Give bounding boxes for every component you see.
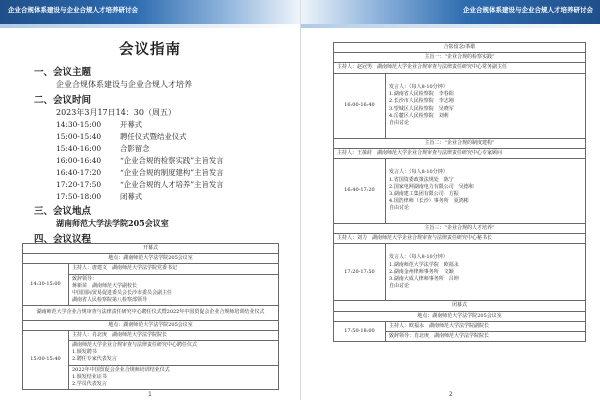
table-row	[23, 244, 279, 254]
opening-speech-title: 致辞领导：	[72, 275, 98, 282]
schedule-time: 16:40-17:20	[56, 168, 102, 177]
speaker: 1.省国资委政策法规处 陈宁	[389, 176, 454, 183]
table-row	[334, 301, 586, 311]
speaker: 4.岳麓区人民检察院 刘莉	[389, 112, 449, 119]
schedule-item: “企业合规的人才培养”主旨发言	[120, 180, 224, 189]
ceremony-item: 2.聘任专家代表发言	[72, 356, 117, 363]
agenda-table-right	[333, 42, 586, 342]
table-row	[334, 159, 586, 224]
schedule-item: 开幕式	[120, 120, 143, 129]
table-row	[334, 63, 586, 73]
opening-host: 主持人：唐建文 湖南师范大学法学院党委书记	[69, 264, 279, 274]
discussion: 自由讨论	[389, 120, 410, 127]
schedule-row	[56, 119, 142, 130]
closing-speech: 致辞领导：肖北庚 湖南师范大学法学院院长	[386, 332, 586, 342]
page-number-right: 2	[449, 391, 453, 398]
ceremony-item: 1.颁发结业证书	[72, 373, 107, 380]
section-time-heading: 二、会议时间	[34, 95, 92, 106]
closing-time: 17:50-18:00	[334, 321, 386, 341]
closing-host: 主持人：欧福永 湖南师范大学法学院副院长	[386, 321, 586, 331]
schedule-row	[56, 155, 224, 166]
speaker: 2.长沙市人民检察院 李志刚	[389, 98, 454, 105]
table-row	[334, 224, 586, 234]
speaker: 4.国浩律师（长沙）事务所 夏鸿彬	[389, 198, 469, 205]
opening-speaker: 蒋新苗 湖南师范大学副校长	[72, 282, 138, 289]
ceremony-item: 1.颁发聘书	[72, 349, 97, 356]
speaker: 2.湖南金州律师事务所 文颖	[389, 268, 454, 275]
schedule-row	[56, 131, 187, 142]
photo-break: 合影留念/茶歇	[334, 43, 586, 53]
ceremony-venue: 地点：湖南师范大学法学院205会议室	[23, 320, 279, 330]
schedule-time: 15:40-16:00	[56, 144, 102, 153]
speaker-title: 发言人：（每人8-10分钟）	[389, 169, 448, 176]
meeting-datetime: 2023年3月17日14：30（周五）	[56, 108, 176, 117]
speaker: 3.湖南建工集团有限公司 方振	[389, 191, 459, 198]
opening-time: 14:30-15:00	[23, 264, 69, 306]
speaker: 1.湖南省人民检察院 李春阳	[389, 91, 454, 98]
panel1-host: 主持人：赵冠男 湖南师范大学企业合规审查与法律责任研究中心常务副主任	[334, 63, 586, 73]
schedule-time: 14:30-15:00	[56, 120, 102, 129]
ceremony-items-cell	[69, 341, 279, 390]
panel3-host: 主持人：刘力 湖南师范大学企业合规审查与法律责任研究中心秘书长	[334, 234, 586, 244]
speaker: 3.望城区人民检察院 吴晓军	[389, 105, 454, 112]
banner-stripe	[301, 24, 600, 28]
right-page	[300, 0, 600, 400]
ceremony-host: 主持人：肖北庚 湖南师范大学法学院院长	[69, 330, 279, 340]
table-row	[334, 138, 586, 148]
closing-venue: 地点：湖南师范大学法学院205会议室	[334, 311, 586, 321]
speaker: 2.国家电网湖南电力有限公司 吴德和	[389, 183, 474, 190]
opening-speech-cell	[69, 274, 279, 306]
table-row	[334, 73, 586, 138]
table-row	[334, 43, 586, 53]
opening-speaker: 湖南省人民检察院第八检察部领导	[72, 297, 148, 304]
schedule-row	[56, 143, 150, 154]
panel2-time: 16:40-17:20	[334, 159, 386, 224]
closing-title: 闭幕式	[334, 301, 586, 311]
schedule-time: 15:00-15:40	[56, 132, 102, 141]
panel3-title: 主旨三：“企业合规的人才培养”	[334, 224, 586, 234]
meeting-venue: 湖南师范大学法学院205会议室	[56, 218, 169, 228]
table-row	[23, 254, 279, 264]
schedule-row	[56, 167, 224, 178]
page-title: 会议指南	[119, 41, 181, 58]
banner-title-left: 企业合规体系建设与企业合规人才培养研讨会	[8, 6, 138, 14]
schedule-time: 17:20-17:50	[56, 180, 102, 189]
speaker-title: 发言人：（每人8-10分钟）	[389, 254, 448, 261]
speaker-title: 发言人：（每人8-10分钟）	[389, 84, 448, 90]
ceremony-time: 15:00-15:40	[23, 330, 69, 389]
schedule-row	[56, 191, 142, 202]
schedule-item: “企业合规的制度建构”主旨发言	[120, 168, 224, 177]
schedule-time: 17:50-18:00	[56, 192, 102, 201]
meeting-theme: 企业合规体系建设与企业合规人才培养	[56, 80, 192, 89]
section-agenda-heading: 四、会议议程	[34, 234, 92, 245]
ceremony-title: 湖南师范大学企业合规审查与法律责任研究中心聘任仪式暨2022年中国贸促会企业合规师培训结业仪式	[23, 306, 279, 320]
table-row	[23, 320, 279, 330]
agenda-table-left	[22, 243, 279, 390]
panel3-speakers-cell	[386, 244, 586, 301]
table-row	[334, 234, 586, 244]
discussion: 自由讨论	[389, 283, 410, 290]
panel2-host: 主持人：王葆莳 湖南师范大学企业合规审查与法律责任研究中心专家顾问	[334, 148, 586, 158]
table-row	[334, 148, 586, 158]
panel1-time: 16:00-16:40	[334, 73, 386, 138]
panel3-time: 17:20-17:50	[334, 244, 386, 301]
table-row	[23, 306, 279, 320]
panel1-speakers-cell	[386, 73, 586, 138]
panel2-speakers-cell	[386, 159, 586, 224]
opening-title: 开幕式	[23, 244, 279, 254]
schedule-item: 聘任仪式暨结业仪式	[120, 132, 187, 141]
speaker: 3.湖南大成人律师事务所 吕坤	[389, 276, 459, 283]
banner-title-right: 企业合规体系建设与企业合规人才培养研讨会	[463, 6, 593, 14]
banner-stripe	[0, 24, 300, 28]
schedule-item: 闭幕式	[120, 192, 143, 201]
ceremony-item: 2.学员代表发言	[72, 381, 107, 388]
table-row	[23, 264, 279, 274]
ceremony-item: 湖南师范大学企业合规审查与法律责任研究中心聘任仪式	[72, 342, 198, 349]
table-row	[334, 321, 586, 331]
table-row	[23, 330, 279, 340]
discussion: 自由讨论	[389, 205, 410, 212]
table-row	[334, 53, 586, 63]
schedule-row	[56, 179, 224, 190]
section-theme-heading: 一、会议主题	[34, 67, 92, 78]
page-number-left: 1	[148, 391, 152, 398]
schedule-item: 合影留念	[120, 144, 150, 153]
speaker: 1.湖南师范大学法学院 欧福永	[389, 261, 459, 268]
ceremony-item: 2022年中国贸促会企业合规师培训结业仪式	[69, 365, 278, 374]
table-row	[334, 244, 586, 301]
section-venue-heading: 三、会议地点	[34, 206, 92, 217]
table-row	[334, 311, 586, 321]
schedule-item: “企业合规的检察实践”主旨发言	[120, 156, 224, 165]
schedule-time: 16:00-16:40	[56, 156, 102, 165]
panel2-title: 主旨二：“企业合规的制度建构”	[334, 138, 586, 148]
panel1-title: 主旨一：“企业合规的检察实践”	[334, 53, 586, 63]
opening-venue: 地点：湖南师范大学法学院205会议室	[23, 254, 279, 264]
opening-speaker: 中国国际贸易促进委员会长沙市委员会副主任	[72, 290, 173, 297]
